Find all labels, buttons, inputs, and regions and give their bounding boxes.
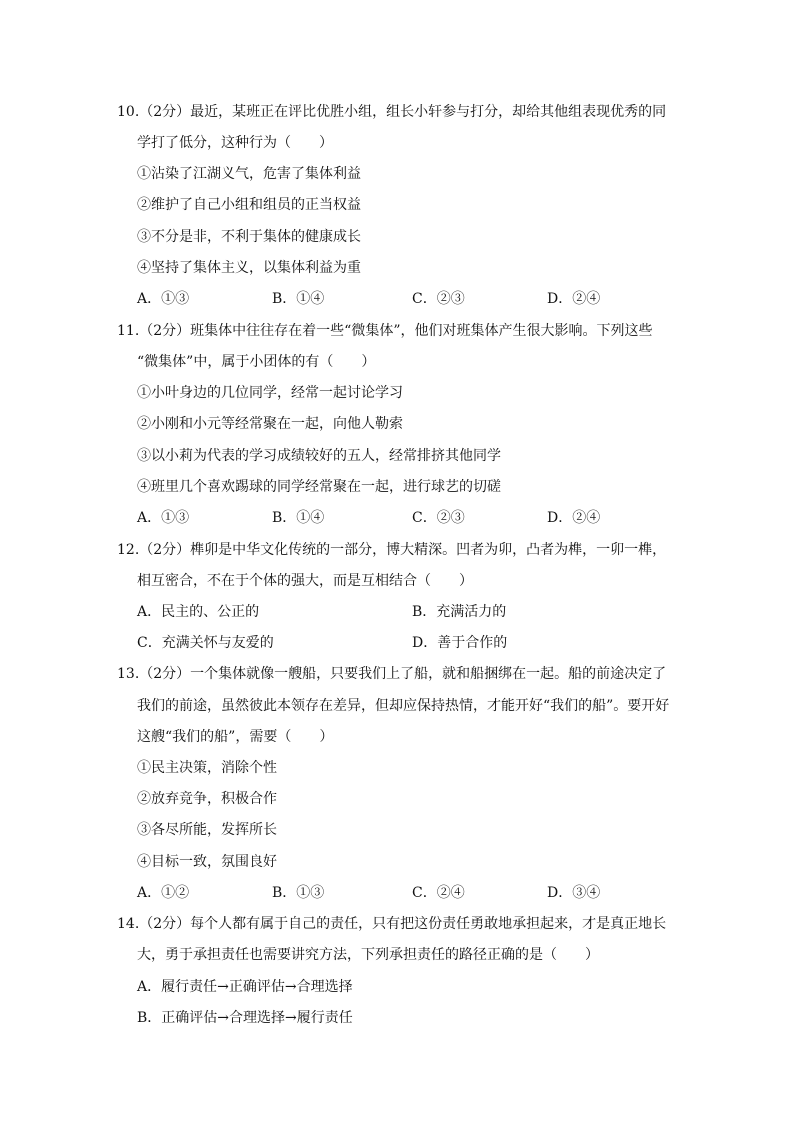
question-10-line-2: 学打了低分，这种行为（ ） (137, 135, 333, 151)
question-11-choice-a: A．①③ (137, 510, 190, 526)
question-12-line-2: 相互密合，不在于个体的强大，而是互相结合（ ） (137, 573, 473, 589)
question-12-choice-a: A．民主的、公正的 (137, 604, 260, 620)
question-13-choice-a: A．①② (137, 885, 190, 901)
question-13-statement-3: ③各尽所能，发挥所长 (137, 822, 277, 838)
question-11-choice-c: C．②③ (412, 510, 465, 526)
question-10-choice-d: D．②④ (547, 291, 601, 307)
question-14-choice-b: B．正确评估→合理选择→履行责任 (137, 1010, 353, 1026)
question-11-choice-d: D．②④ (547, 510, 601, 526)
question-13-choice-b: B．①③ (272, 885, 325, 901)
question-12-choice-b: B．充满活力的 (412, 604, 507, 620)
question-10-choice-b: B．①④ (272, 291, 325, 307)
question-10-statement-4: ④坚持了集体主义，以集体利益为重 (137, 260, 361, 276)
question-12-choice-d: D．善于合作的 (412, 635, 508, 651)
question-13-statement-4: ④目标一致，氛围良好 (137, 854, 277, 870)
question-10-line-1: 10.（2分）最近，某班正在评比优胜小组，组长小轩参与打分，却给其他组表现优秀的同 (117, 104, 667, 120)
question-12-line-1: 12.（2分）榫卯是中华文化传统的一部分，博大精深。凹者为卯，凸者为榫，一卯一榫， (117, 542, 667, 558)
question-11-statement-4: ④班里几个喜欢踢球的同学经常聚在一起，进行球艺的切磋 (137, 479, 501, 495)
question-11-statement-1: ①小叶身边的几位同学，经常一起讨论学习 (137, 385, 403, 401)
question-13-statement-1: ①民主决策，消除个性 (137, 760, 277, 776)
question-10-statement-1: ①沾染了江湖义气，危害了集体利益 (137, 166, 361, 182)
question-13-line-2: 我们的前途，虽然彼此本领存在差异，但却应保持热情，才能开好“我们的船”。要开好 (137, 698, 670, 714)
question-13-choice-d: D．③④ (547, 885, 601, 901)
question-13-line-3: 这艘“我们的船”，需要（ ） (137, 729, 334, 745)
question-13-line-1: 13.（2分）一个集体就像一艘船，只要我们上了船，就和船捆绑在一起。船的前途决定了 (117, 666, 667, 682)
question-11-statement-2: ②小刚和小元等经常聚在一起，向他人勒索 (137, 416, 403, 432)
question-13-choice-c: C．②④ (412, 885, 465, 901)
question-12-choice-c: C．充满关怀与友爱的 (137, 635, 274, 651)
question-10-choice-c: C．②③ (412, 291, 465, 307)
question-14-line-2: 大，勇于承担责任也需要讲究方法，下列承担责任的路径正确的是（ ） (137, 947, 599, 963)
question-10-statement-3: ③不分是非，不利于集体的健康成长 (137, 229, 361, 245)
question-13-statement-2: ②放弃竞争，积极合作 (137, 791, 277, 807)
question-11-choice-b: B．①④ (272, 510, 325, 526)
question-10-choice-a: A．①③ (137, 291, 190, 307)
question-14-choice-a: A．履行责任→正确评估→合理选择 (137, 979, 353, 995)
question-11-line-1: 11.（2分）班集体中往往存在着一些“微集体”，他们对班集体产生很大影响。下列这些 (117, 323, 653, 339)
question-11-line-2: “微集体”中，属于小团体的有（ ） (137, 354, 376, 370)
question-11-statement-3: ③以小莉为代表的学习成绩较好的五人，经常排挤其他同学 (137, 448, 501, 464)
question-14-line-1: 14.（2分）每个人都有属于自己的责任，只有把这份责任勇敢地承担起来，才是真正地长 (117, 916, 667, 932)
question-10-statement-2: ②维护了自己小组和组员的正当权益 (137, 197, 361, 213)
